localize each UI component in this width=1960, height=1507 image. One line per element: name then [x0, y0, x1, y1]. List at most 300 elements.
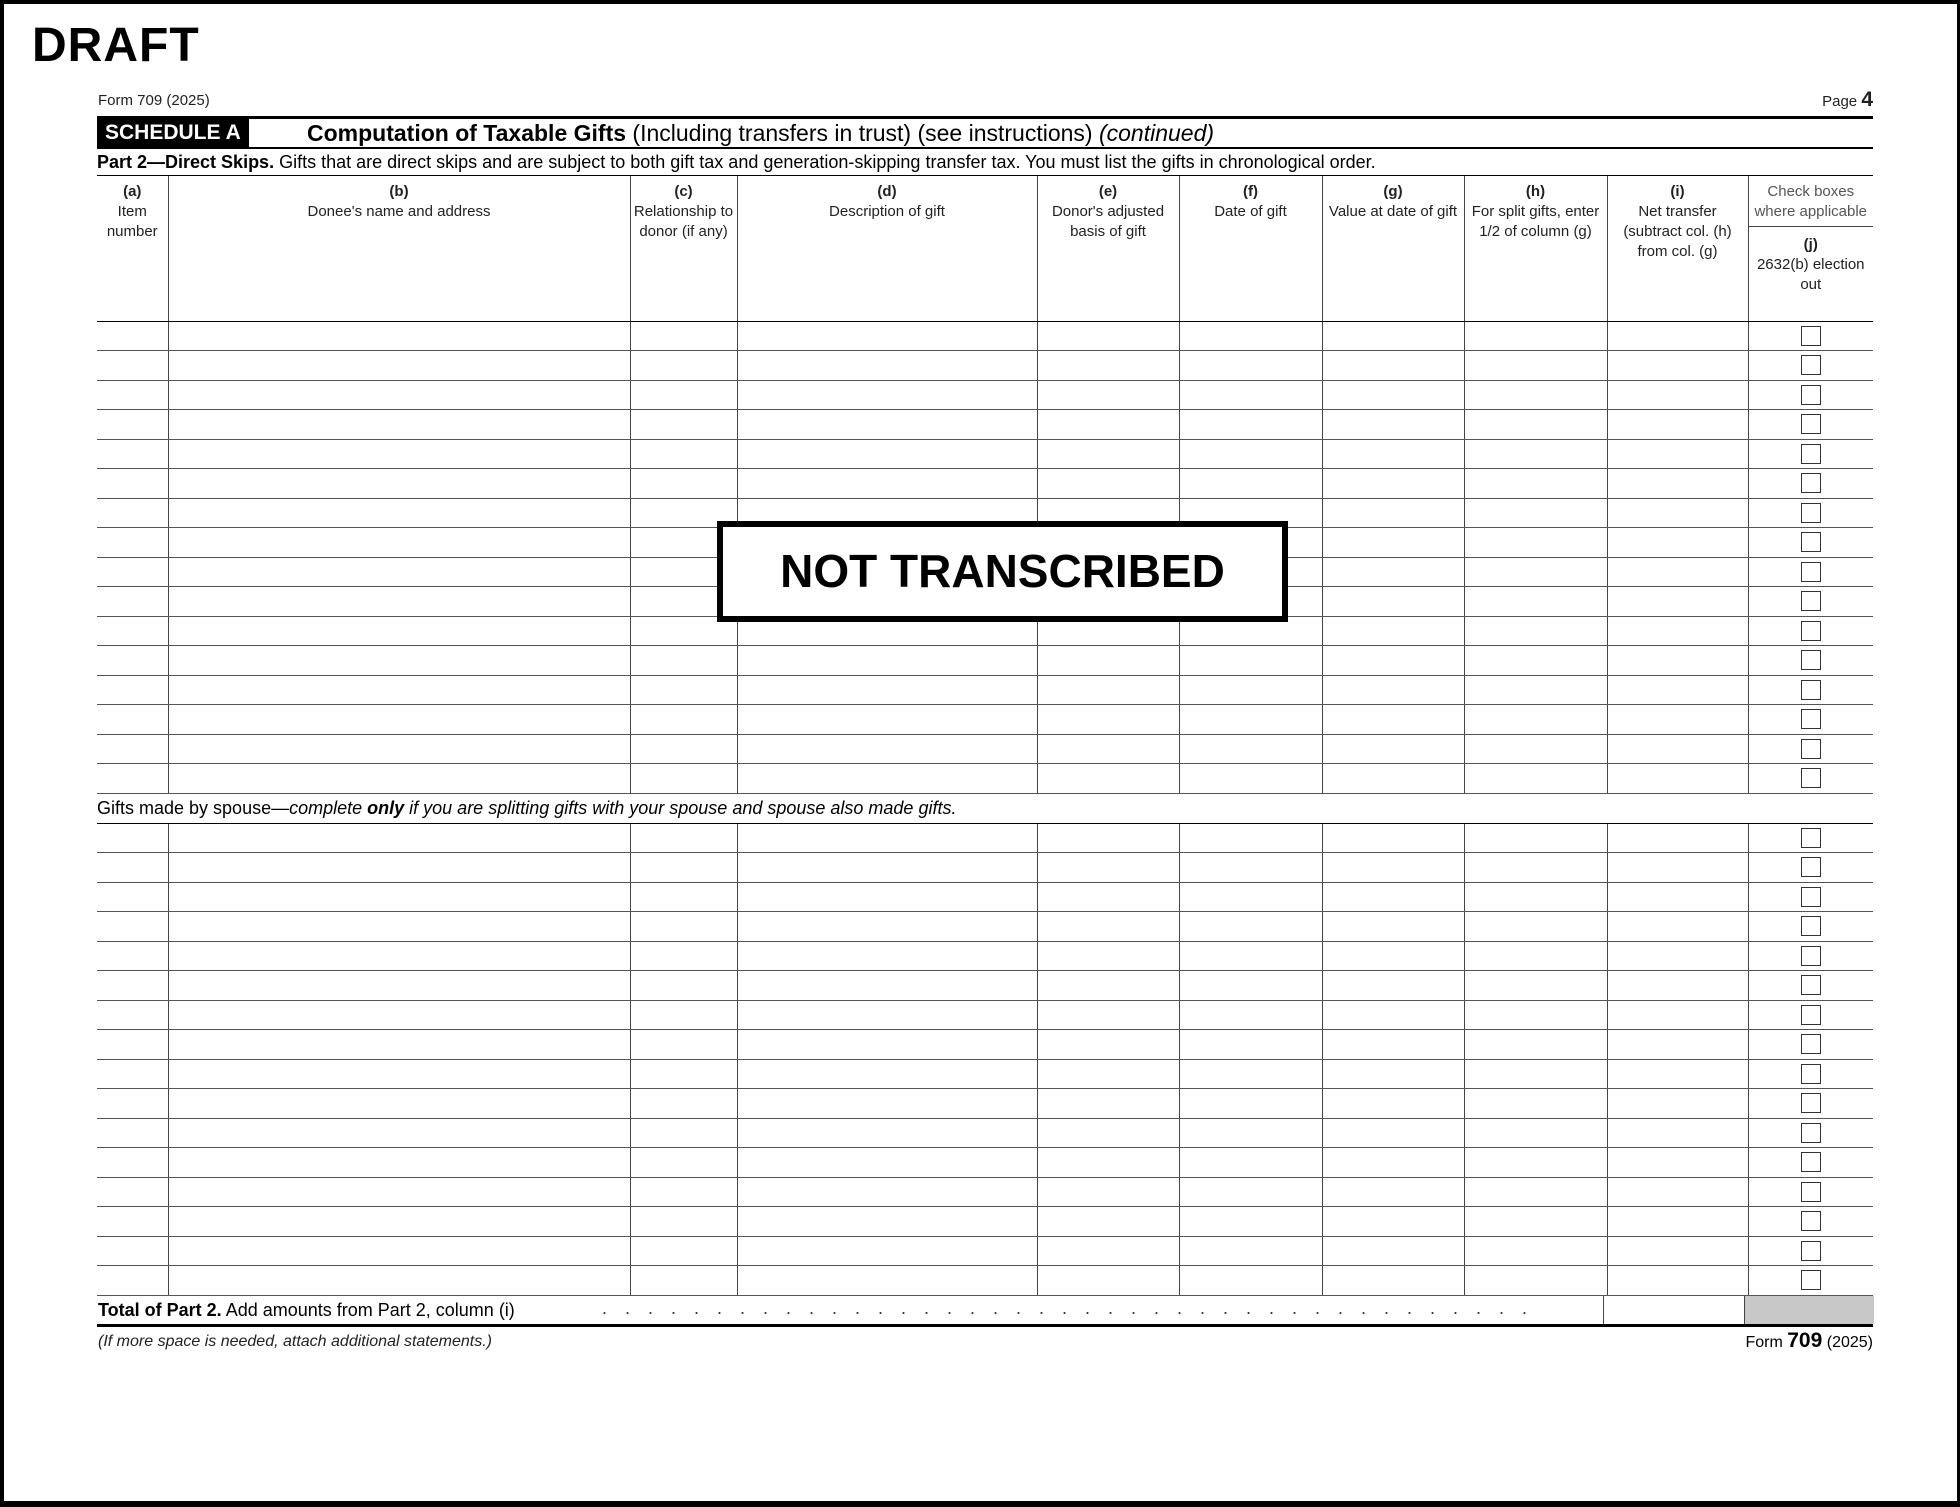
entry-cell[interactable]	[1037, 705, 1179, 735]
election-out-checkbox[interactable]	[1801, 1064, 1821, 1084]
entry-cell[interactable]	[630, 705, 737, 735]
entry-cell[interactable]	[737, 971, 1037, 1001]
entry-cell[interactable]	[1037, 1236, 1179, 1266]
entry-cell[interactable]	[737, 1177, 1037, 1207]
entry-cell[interactable]	[168, 380, 630, 410]
entry-cell[interactable]	[1322, 587, 1464, 617]
entry-cell[interactable]	[1464, 528, 1607, 558]
entry-cell[interactable]	[1464, 1177, 1607, 1207]
entry-cell[interactable]	[630, 1089, 737, 1119]
entry-cell[interactable]	[1607, 469, 1748, 499]
entry-cell[interactable]	[97, 912, 168, 942]
entry-cell[interactable]	[97, 528, 168, 558]
entry-cell[interactable]	[1464, 380, 1607, 410]
entry-cell[interactable]	[1037, 1207, 1179, 1237]
entry-cell[interactable]	[1607, 439, 1748, 469]
entry-cell[interactable]	[1322, 764, 1464, 794]
entry-cell[interactable]	[737, 824, 1037, 853]
entry-cell[interactable]	[737, 1059, 1037, 1089]
election-out-checkbox[interactable]	[1801, 680, 1821, 700]
entry-cell[interactable]	[1322, 1089, 1464, 1119]
entry-cell[interactable]	[1179, 1000, 1322, 1030]
entry-cell[interactable]	[630, 646, 737, 676]
entry-cell[interactable]	[168, 912, 630, 942]
entry-cell[interactable]	[1322, 824, 1464, 853]
entry-cell[interactable]	[630, 853, 737, 883]
entry-cell[interactable]	[1322, 1266, 1464, 1296]
entry-cell[interactable]	[1464, 587, 1607, 617]
entry-cell[interactable]	[1607, 1266, 1748, 1296]
entry-cell[interactable]	[1607, 882, 1748, 912]
entry-cell[interactable]	[1037, 675, 1179, 705]
entry-cell[interactable]	[1037, 971, 1179, 1001]
entry-cell[interactable]	[1179, 1118, 1322, 1148]
entry-cell[interactable]	[97, 705, 168, 735]
entry-cell[interactable]	[1322, 646, 1464, 676]
election-out-checkbox[interactable]	[1801, 326, 1821, 346]
entry-cell[interactable]	[168, 469, 630, 499]
entry-cell[interactable]	[1322, 675, 1464, 705]
entry-cell[interactable]	[1607, 853, 1748, 883]
entry-cell[interactable]	[1179, 380, 1322, 410]
entry-cell[interactable]	[168, 1266, 630, 1296]
entry-cell[interactable]	[1037, 853, 1179, 883]
entry-cell[interactable]	[1322, 912, 1464, 942]
entry-cell[interactable]	[168, 1207, 630, 1237]
entry-cell[interactable]	[1037, 734, 1179, 764]
entry-cell[interactable]	[168, 971, 630, 1001]
entry-cell[interactable]	[1037, 380, 1179, 410]
entry-cell[interactable]	[737, 1030, 1037, 1060]
entry-cell[interactable]	[1464, 616, 1607, 646]
entry-cell[interactable]	[737, 646, 1037, 676]
entry-cell[interactable]	[168, 824, 630, 853]
election-out-checkbox[interactable]	[1801, 414, 1821, 434]
entry-cell[interactable]	[168, 616, 630, 646]
election-out-checkbox[interactable]	[1801, 1093, 1821, 1113]
election-out-checkbox[interactable]	[1801, 591, 1821, 611]
entry-cell[interactable]	[1322, 469, 1464, 499]
entry-cell[interactable]	[630, 824, 737, 853]
entry-cell[interactable]	[1322, 616, 1464, 646]
entry-cell[interactable]	[1322, 734, 1464, 764]
entry-cell[interactable]	[1322, 971, 1464, 1001]
entry-cell[interactable]	[97, 1266, 168, 1296]
entry-cell[interactable]	[1607, 1030, 1748, 1060]
entry-cell[interactable]	[97, 380, 168, 410]
election-out-checkbox[interactable]	[1801, 857, 1821, 877]
total-amount-field[interactable]	[1603, 1296, 1745, 1324]
entry-cell[interactable]	[97, 587, 168, 617]
election-out-checkbox[interactable]	[1801, 1034, 1821, 1054]
election-out-checkbox[interactable]	[1801, 503, 1821, 523]
entry-cell[interactable]	[168, 1000, 630, 1030]
entry-cell[interactable]	[1607, 912, 1748, 942]
entry-cell[interactable]	[1037, 321, 1179, 351]
entry-cell[interactable]	[97, 351, 168, 381]
entry-cell[interactable]	[630, 469, 737, 499]
entry-cell[interactable]	[168, 1030, 630, 1060]
entry-cell[interactable]	[737, 1089, 1037, 1119]
entry-cell[interactable]	[630, 912, 737, 942]
entry-cell[interactable]	[1464, 1266, 1607, 1296]
entry-cell[interactable]	[1037, 824, 1179, 853]
entry-cell[interactable]	[737, 469, 1037, 499]
entry-cell[interactable]	[1464, 646, 1607, 676]
entry-cell[interactable]	[168, 351, 630, 381]
entry-cell[interactable]	[168, 734, 630, 764]
entry-cell[interactable]	[630, 1236, 737, 1266]
entry-cell[interactable]	[97, 1177, 168, 1207]
entry-cell[interactable]	[630, 971, 737, 1001]
entry-cell[interactable]	[737, 321, 1037, 351]
entry-cell[interactable]	[1322, 1030, 1464, 1060]
entry-cell[interactable]	[97, 1148, 168, 1178]
election-out-checkbox[interactable]	[1801, 946, 1821, 966]
entry-cell[interactable]	[630, 1148, 737, 1178]
entry-cell[interactable]	[1037, 912, 1179, 942]
entry-cell[interactable]	[1464, 1207, 1607, 1237]
entry-cell[interactable]	[1464, 705, 1607, 735]
entry-cell[interactable]	[97, 498, 168, 528]
entry-cell[interactable]	[737, 1000, 1037, 1030]
entry-cell[interactable]	[1179, 734, 1322, 764]
entry-cell[interactable]	[1322, 351, 1464, 381]
entry-cell[interactable]	[168, 1059, 630, 1089]
election-out-checkbox[interactable]	[1801, 385, 1821, 405]
entry-cell[interactable]	[1322, 1059, 1464, 1089]
election-out-checkbox[interactable]	[1801, 828, 1821, 848]
entry-cell[interactable]	[168, 557, 630, 587]
entry-cell[interactable]	[168, 587, 630, 617]
entry-cell[interactable]	[1322, 1236, 1464, 1266]
entry-cell[interactable]	[1179, 1236, 1322, 1266]
entry-cell[interactable]	[97, 469, 168, 499]
entry-cell[interactable]	[1179, 1030, 1322, 1060]
entry-cell[interactable]	[168, 764, 630, 794]
entry-cell[interactable]	[630, 882, 737, 912]
entry-cell[interactable]	[168, 528, 630, 558]
election-out-checkbox[interactable]	[1801, 1182, 1821, 1202]
entry-cell[interactable]	[97, 824, 168, 853]
entry-cell[interactable]	[1037, 882, 1179, 912]
entry-cell[interactable]	[168, 705, 630, 735]
entry-cell[interactable]	[1607, 1059, 1748, 1089]
entry-cell[interactable]	[737, 1118, 1037, 1148]
entry-cell[interactable]	[168, 1148, 630, 1178]
entry-cell[interactable]	[737, 1207, 1037, 1237]
entry-cell[interactable]	[1322, 1118, 1464, 1148]
entry-cell[interactable]	[1464, 1236, 1607, 1266]
entry-cell[interactable]	[1464, 1118, 1607, 1148]
entry-cell[interactable]	[168, 853, 630, 883]
entry-cell[interactable]	[1607, 971, 1748, 1001]
entry-cell[interactable]	[630, 764, 737, 794]
entry-cell[interactable]	[97, 439, 168, 469]
entry-cell[interactable]	[1322, 941, 1464, 971]
entry-cell[interactable]	[1179, 351, 1322, 381]
entry-cell[interactable]	[1464, 675, 1607, 705]
entry-cell[interactable]	[168, 675, 630, 705]
election-out-checkbox[interactable]	[1801, 916, 1821, 936]
entry-cell[interactable]	[1607, 824, 1748, 853]
entry-cell[interactable]	[97, 646, 168, 676]
entry-cell[interactable]	[737, 764, 1037, 794]
entry-cell[interactable]	[1037, 410, 1179, 440]
entry-cell[interactable]	[1607, 734, 1748, 764]
entry-cell[interactable]	[737, 734, 1037, 764]
entry-cell[interactable]	[1179, 469, 1322, 499]
entry-cell[interactable]	[97, 764, 168, 794]
entry-cell[interactable]	[168, 321, 630, 351]
entry-cell[interactable]	[1179, 1266, 1322, 1296]
entry-cell[interactable]	[630, 321, 737, 351]
entry-cell[interactable]	[737, 912, 1037, 942]
entry-cell[interactable]	[1179, 410, 1322, 440]
election-out-checkbox[interactable]	[1801, 739, 1821, 759]
entry-cell[interactable]	[1607, 675, 1748, 705]
entry-cell[interactable]	[1322, 1148, 1464, 1178]
election-out-checkbox[interactable]	[1801, 532, 1821, 552]
entry-cell[interactable]	[1464, 1059, 1607, 1089]
entry-cell[interactable]	[97, 734, 168, 764]
entry-cell[interactable]	[630, 675, 737, 705]
entry-cell[interactable]	[97, 1207, 168, 1237]
entry-cell[interactable]	[168, 882, 630, 912]
election-out-checkbox[interactable]	[1801, 1152, 1821, 1172]
entry-cell[interactable]	[1179, 646, 1322, 676]
entry-cell[interactable]	[737, 380, 1037, 410]
election-out-checkbox[interactable]	[1801, 621, 1821, 641]
entry-cell[interactable]	[1037, 1089, 1179, 1119]
entry-cell[interactable]	[1464, 1089, 1607, 1119]
entry-cell[interactable]	[1037, 351, 1179, 381]
entry-cell[interactable]	[630, 351, 737, 381]
entry-cell[interactable]	[1322, 498, 1464, 528]
entry-cell[interactable]	[97, 1236, 168, 1266]
entry-cell[interactable]	[737, 1236, 1037, 1266]
entry-cell[interactable]	[1322, 705, 1464, 735]
entry-cell[interactable]	[1179, 705, 1322, 735]
entry-cell[interactable]	[97, 1089, 168, 1119]
election-out-checkbox[interactable]	[1801, 887, 1821, 907]
entry-cell[interactable]	[1179, 1207, 1322, 1237]
entry-cell[interactable]	[1179, 824, 1322, 853]
election-out-checkbox[interactable]	[1801, 650, 1821, 670]
entry-cell[interactable]	[737, 853, 1037, 883]
entry-cell[interactable]	[168, 498, 630, 528]
entry-cell[interactable]	[1179, 1089, 1322, 1119]
entry-cell[interactable]	[97, 1059, 168, 1089]
election-out-checkbox[interactable]	[1801, 1123, 1821, 1143]
entry-cell[interactable]	[97, 853, 168, 883]
entry-cell[interactable]	[737, 410, 1037, 440]
entry-cell[interactable]	[1464, 557, 1607, 587]
entry-cell[interactable]	[1179, 764, 1322, 794]
entry-cell[interactable]	[1464, 410, 1607, 440]
entry-cell[interactable]	[168, 1177, 630, 1207]
entry-cell[interactable]	[1322, 439, 1464, 469]
entry-cell[interactable]	[1037, 1000, 1179, 1030]
entry-cell[interactable]	[737, 941, 1037, 971]
entry-cell[interactable]	[1037, 469, 1179, 499]
entry-cell[interactable]	[1464, 971, 1607, 1001]
entry-cell[interactable]	[97, 882, 168, 912]
entry-cell[interactable]	[630, 1000, 737, 1030]
entry-cell[interactable]	[1322, 882, 1464, 912]
entry-cell[interactable]	[1037, 1148, 1179, 1178]
entry-cell[interactable]	[630, 380, 737, 410]
entry-cell[interactable]	[630, 1266, 737, 1296]
entry-cell[interactable]	[1607, 1000, 1748, 1030]
entry-cell[interactable]	[1607, 1207, 1748, 1237]
entry-cell[interactable]	[1179, 941, 1322, 971]
election-out-checkbox[interactable]	[1801, 1241, 1821, 1261]
entry-cell[interactable]	[97, 410, 168, 440]
entry-cell[interactable]	[1322, 1207, 1464, 1237]
entry-cell[interactable]	[1464, 764, 1607, 794]
entry-cell[interactable]	[1607, 705, 1748, 735]
entry-cell[interactable]	[1322, 1000, 1464, 1030]
entry-cell[interactable]	[168, 1118, 630, 1148]
entry-cell[interactable]	[1037, 646, 1179, 676]
entry-cell[interactable]	[1607, 410, 1748, 440]
entry-cell[interactable]	[168, 1089, 630, 1119]
entry-cell[interactable]	[1464, 912, 1607, 942]
entry-cell[interactable]	[97, 321, 168, 351]
entry-cell[interactable]	[630, 1177, 737, 1207]
entry-cell[interactable]	[1179, 1148, 1322, 1178]
entry-cell[interactable]	[1322, 853, 1464, 883]
entry-cell[interactable]	[1322, 557, 1464, 587]
entry-cell[interactable]	[1179, 853, 1322, 883]
entry-cell[interactable]	[737, 705, 1037, 735]
entry-cell[interactable]	[1464, 824, 1607, 853]
entry-cell[interactable]	[1464, 882, 1607, 912]
entry-cell[interactable]	[1037, 1059, 1179, 1089]
election-out-checkbox[interactable]	[1801, 444, 1821, 464]
entry-cell[interactable]	[630, 734, 737, 764]
entry-cell[interactable]	[630, 410, 737, 440]
entry-cell[interactable]	[1037, 941, 1179, 971]
entry-cell[interactable]	[1464, 1148, 1607, 1178]
entry-cell[interactable]	[1607, 1177, 1748, 1207]
entry-cell[interactable]	[168, 410, 630, 440]
entry-cell[interactable]	[1607, 764, 1748, 794]
entry-cell[interactable]	[630, 1030, 737, 1060]
entry-cell[interactable]	[1322, 528, 1464, 558]
entry-cell[interactable]	[1179, 321, 1322, 351]
entry-cell[interactable]	[1464, 1000, 1607, 1030]
entry-cell[interactable]	[1607, 941, 1748, 971]
election-out-checkbox[interactable]	[1801, 975, 1821, 995]
entry-cell[interactable]	[1607, 646, 1748, 676]
entry-cell[interactable]	[1179, 675, 1322, 705]
entry-cell[interactable]	[737, 351, 1037, 381]
entry-cell[interactable]	[737, 675, 1037, 705]
entry-cell[interactable]	[97, 941, 168, 971]
election-out-checkbox[interactable]	[1801, 709, 1821, 729]
entry-cell[interactable]	[1179, 1059, 1322, 1089]
entry-cell[interactable]	[630, 1207, 737, 1237]
entry-cell[interactable]	[737, 439, 1037, 469]
entry-cell[interactable]	[1037, 1030, 1179, 1060]
election-out-checkbox[interactable]	[1801, 768, 1821, 788]
entry-cell[interactable]	[1179, 1177, 1322, 1207]
entry-cell[interactable]	[630, 1118, 737, 1148]
entry-cell[interactable]	[1607, 528, 1748, 558]
entry-cell[interactable]	[1464, 439, 1607, 469]
entry-cell[interactable]	[1037, 1177, 1179, 1207]
entry-cell[interactable]	[97, 675, 168, 705]
entry-cell[interactable]	[1179, 882, 1322, 912]
election-out-checkbox[interactable]	[1801, 355, 1821, 375]
entry-cell[interactable]	[1464, 351, 1607, 381]
entry-cell[interactable]	[630, 439, 737, 469]
entry-cell[interactable]	[1607, 380, 1748, 410]
entry-cell[interactable]	[1322, 380, 1464, 410]
entry-cell[interactable]	[1607, 1089, 1748, 1119]
entry-cell[interactable]	[97, 1000, 168, 1030]
entry-cell[interactable]	[168, 439, 630, 469]
entry-cell[interactable]	[1464, 941, 1607, 971]
entry-cell[interactable]	[737, 1148, 1037, 1178]
entry-cell[interactable]	[1322, 1177, 1464, 1207]
entry-cell[interactable]	[1037, 1118, 1179, 1148]
entry-cell[interactable]	[1607, 1236, 1748, 1266]
entry-cell[interactable]	[630, 1059, 737, 1089]
election-out-checkbox[interactable]	[1801, 1270, 1821, 1290]
election-out-checkbox[interactable]	[1801, 1211, 1821, 1231]
entry-cell[interactable]	[1607, 1118, 1748, 1148]
entry-cell[interactable]	[1607, 1148, 1748, 1178]
entry-cell[interactable]	[168, 941, 630, 971]
entry-cell[interactable]	[737, 1266, 1037, 1296]
entry-cell[interactable]	[1607, 351, 1748, 381]
entry-cell[interactable]	[168, 1236, 630, 1266]
entry-cell[interactable]	[1322, 410, 1464, 440]
entry-cell[interactable]	[1607, 616, 1748, 646]
entry-cell[interactable]	[1464, 469, 1607, 499]
entry-cell[interactable]	[1464, 498, 1607, 528]
entry-cell[interactable]	[1607, 587, 1748, 617]
entry-cell[interactable]	[97, 1030, 168, 1060]
entry-cell[interactable]	[1179, 912, 1322, 942]
entry-cell[interactable]	[1037, 764, 1179, 794]
entry-cell[interactable]	[1464, 321, 1607, 351]
entry-cell[interactable]	[1607, 321, 1748, 351]
entry-cell[interactable]	[97, 971, 168, 1001]
entry-cell[interactable]	[1037, 1266, 1179, 1296]
entry-cell[interactable]	[1322, 321, 1464, 351]
entry-cell[interactable]	[168, 646, 630, 676]
entry-cell[interactable]	[1607, 498, 1748, 528]
election-out-checkbox[interactable]	[1801, 562, 1821, 582]
entry-cell[interactable]	[1037, 439, 1179, 469]
entry-cell[interactable]	[97, 1118, 168, 1148]
entry-cell[interactable]	[97, 557, 168, 587]
election-out-checkbox[interactable]	[1801, 1005, 1821, 1025]
election-out-checkbox[interactable]	[1801, 473, 1821, 493]
entry-cell[interactable]	[737, 882, 1037, 912]
entry-cell[interactable]	[630, 941, 737, 971]
entry-cell[interactable]	[1464, 1030, 1607, 1060]
entry-cell[interactable]	[1179, 971, 1322, 1001]
entry-cell[interactable]	[1179, 439, 1322, 469]
entry-cell[interactable]	[97, 616, 168, 646]
entry-cell[interactable]	[1464, 853, 1607, 883]
entry-cell[interactable]	[1464, 734, 1607, 764]
